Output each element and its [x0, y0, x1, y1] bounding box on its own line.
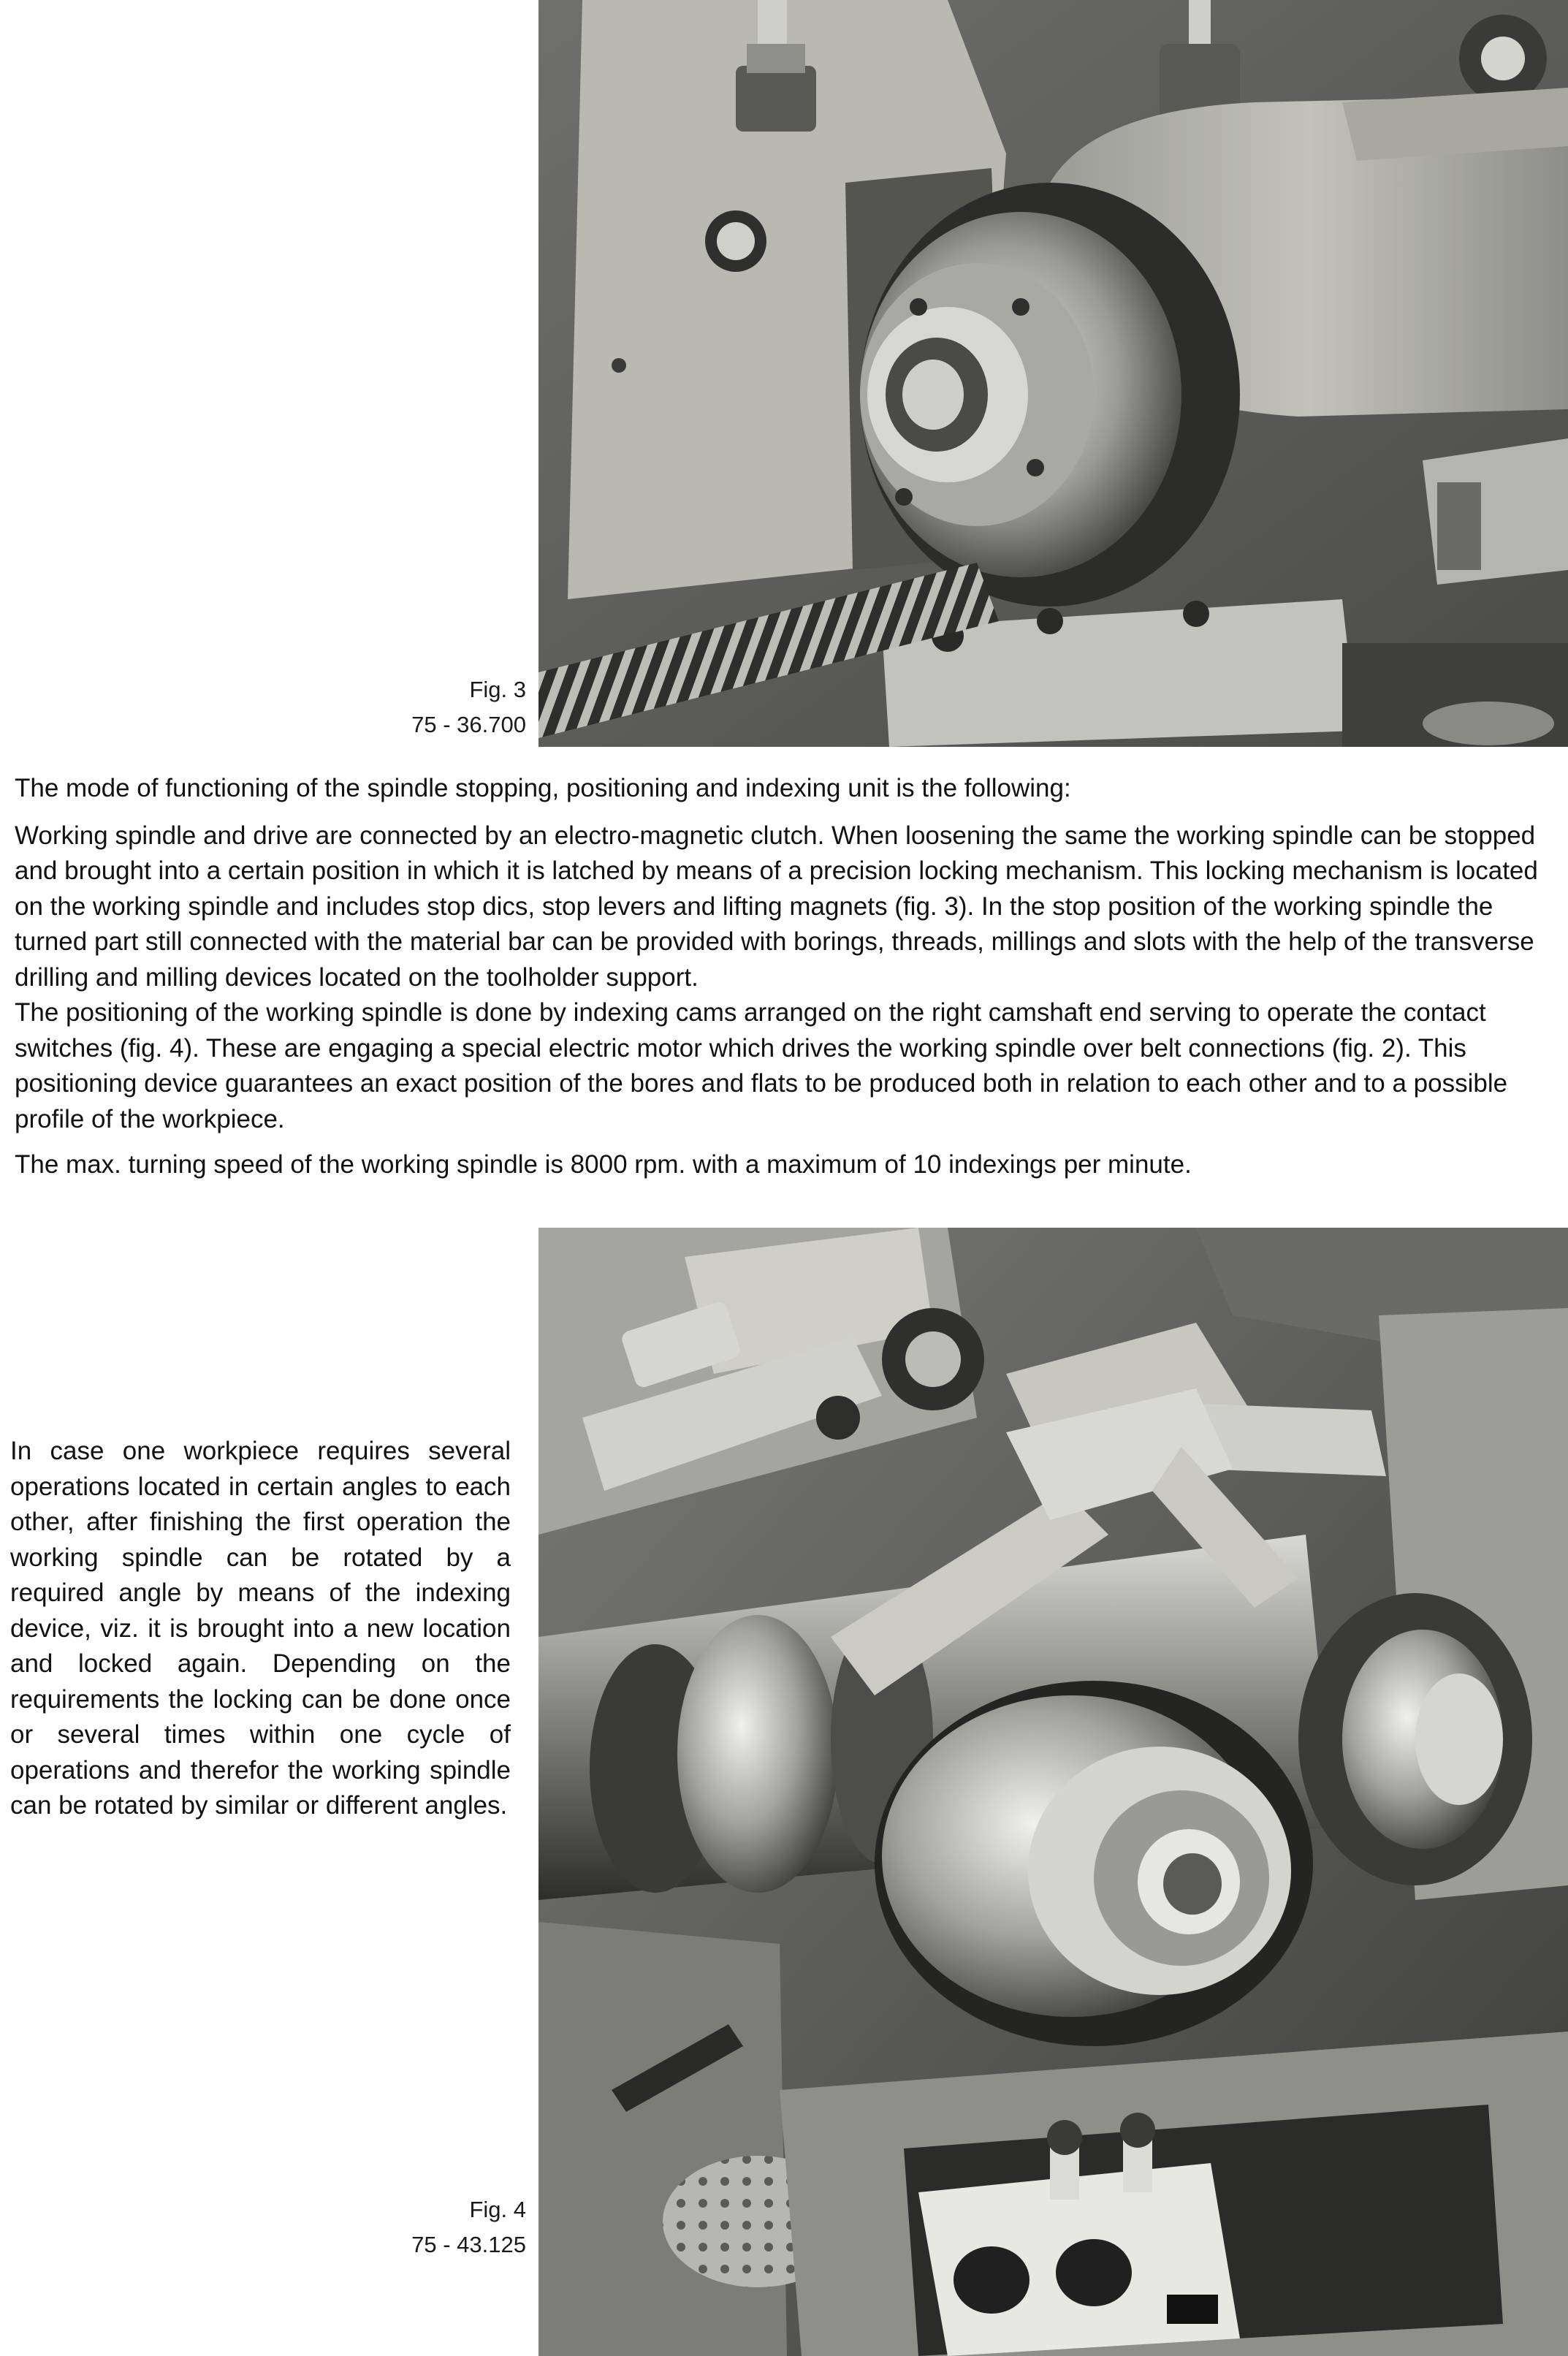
speed-paragraph: The max. turning speed of the working spindle is 8000 rpm. with a maximum of 10 indexings per minute.	[15, 1150, 1192, 1179]
indexing-paragraph: In case one workpiece requires several operations located in certain angles to each other, after finishing the first operation the working spindle can be rotated by a required angle by means of the indexing device, viz. it is brought into a new location and locked again. Depending on the requirements the locking can be done once or several times within one cycle of operations and therefor the working spindle can be rotated by similar or different angles.	[10, 1437, 511, 1820]
fig3-label: Fig. 3	[469, 677, 526, 702]
indexing-side-text	[10, 1434, 511, 1824]
fig4-illustration	[538, 1228, 1568, 2356]
fig4-machine-photo	[538, 1228, 1568, 2356]
fig4-caption	[351, 2192, 526, 2262]
fig3-illustration	[538, 0, 1568, 747]
fig3-caption	[351, 672, 526, 742]
positioning-paragraph: The positioning of the working spindle is done by indexing cams arranged on the right camshaft end serving to operate the contact switches (fig. 4). These are engaging a special electric motor which drives the working spindle over belt connections (fig. 2). This positioning device guarantees an exact position of the bores and flats to be produced both in relation to each other and to a possible profile of the workpiece.	[15, 998, 1508, 1133]
main-body-text	[15, 771, 1542, 1183]
fig3-number: 75 - 36.700	[411, 712, 526, 737]
clutch-locking-paragraph: Working spindle and drive are connected by an electro-magnetic clutch. When loosening the same the working spindle can be stopped and brought into a certain position in which it is latched by means of a precision locking mechanism. This locking mechanism is located on the working spindle and includes stop dics, stop levers and lifting magnets (fig. 3). In the stop position of the working spindle the turned part still connected with the material bar can be provided with borings, threads, millings and slots with the help of the transverse drilling and milling devices located on the toolholder support.	[15, 821, 1538, 992]
fig3-machine-photo	[538, 0, 1568, 747]
intro-paragraph: The mode of functioning of the spindle stopping, positioning and indexing unit is the following:	[15, 774, 1071, 802]
fig4-label: Fig. 4	[469, 2197, 526, 2222]
fig4-number: 75 - 43.125	[411, 2232, 526, 2257]
